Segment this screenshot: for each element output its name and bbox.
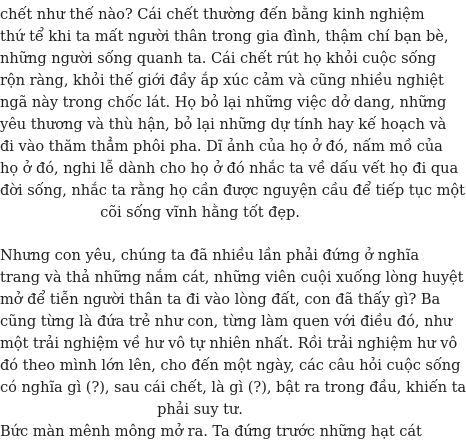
text-line: Bức màn mênh mông mở ra. Ta đứng trước những hạt cát	[0, 423, 422, 440]
text-line: chết như thế nào? Cái chết thường đến bằng kinh nghiệm	[0, 6, 425, 23]
text-line: có nghĩa gì (?), sau cái chết, là gì (?), bật ra trong đầu, khiến ta	[0, 379, 466, 396]
text-line: mở để tiễn người thân ta đi vào lòng đất, con đã thấy gì? Ba	[0, 291, 441, 308]
text-line: yêu thương và thù hận, bỏ lại những dự tính hay kế hoạch và	[0, 116, 447, 133]
text-line: một trải nghiệm về hư vô tự nhiên nhất. Rồi trải nghiệm hư vô	[0, 335, 458, 352]
text-line: những người sống quanh ta. Cái chết rút họ khỏi cuộc sống	[0, 50, 437, 67]
text-line: đó theo mình lớn lên, cho đến một ngày, các câu hỏi cuộc sống	[0, 357, 461, 374]
text-line: phải suy tư.	[157, 401, 243, 418]
text-line: thứ tể khi ta mất người thân trong gia đình, thậm chí bạn bè,	[0, 28, 449, 45]
text-line: trang và thả những nắm cát, những viên cuội xuống lòng huyệt	[0, 269, 464, 286]
text-line: họ ở đó, nghi lễ dành cho họ ở đó nhắc ta về dấu vết họ đi qua	[0, 160, 459, 177]
text-line: cõi sống vĩnh hằng tốt đẹp.	[100, 204, 300, 221]
text-line: đi vào thăm thẳm phôi pha. Dĩ ảnh của họ ở đó, nấm mồ của	[0, 138, 443, 155]
text-line: ngã này trong chốc lát. Họ bỏ lại những việc dở dang, những	[0, 94, 447, 111]
text-line: đời sống, nhắc ta rằng họ cần được nguyện cầu để tiếp tục một	[0, 182, 465, 199]
text-line: rộn ràng, khỏi thế giới đầy ắp xúc cảm và cũng nhiều nghiệt	[0, 72, 444, 89]
text-line: cũng từng là đứa trẻ như con, từng làm quen với điều đó, như	[0, 313, 453, 330]
text-line: Nhưng con yêu, chúng ta đã nhiều lần phải đứng ở nghĩa	[0, 247, 419, 264]
